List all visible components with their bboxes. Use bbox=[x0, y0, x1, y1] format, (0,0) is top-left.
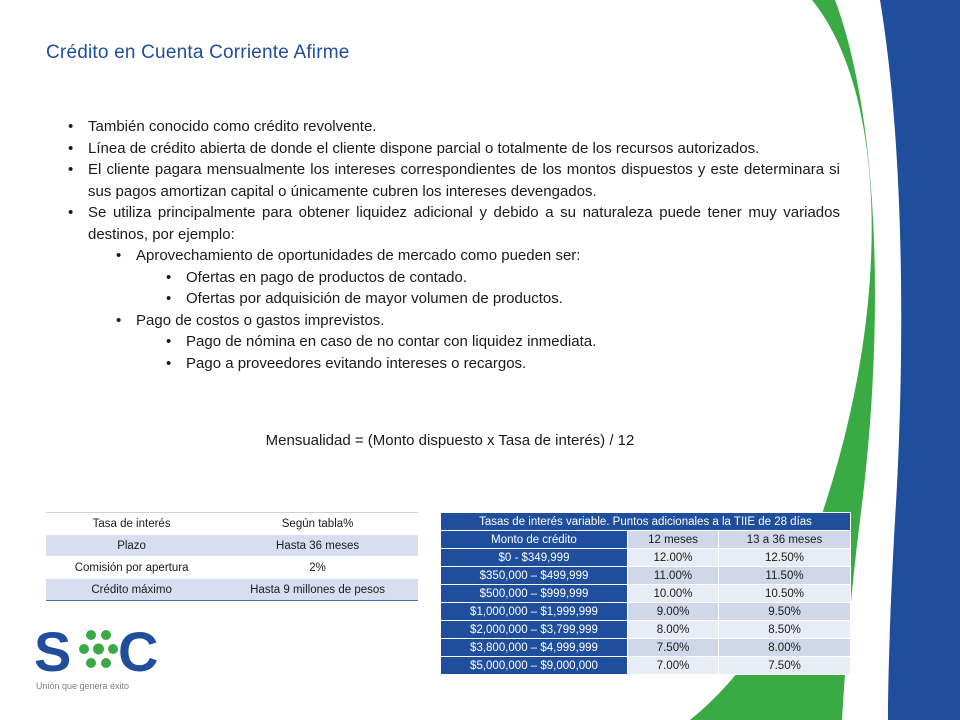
term-value: Según tabla% bbox=[217, 513, 418, 535]
amount-range: $3,800,000 – $4,999,999 bbox=[441, 639, 628, 657]
rate-13-36-months: 11.50% bbox=[719, 567, 851, 585]
column-header: Monto de crédito bbox=[441, 531, 628, 549]
term-label: Crédito máximo bbox=[46, 579, 217, 601]
soc-logo bbox=[34, 622, 164, 678]
table-title-row bbox=[441, 513, 851, 531]
payment-formula: Mensualidad = (Monto dispuesto x Tasa de interés) / 12 bbox=[265, 432, 635, 449]
bullet-item: • El cliente pagara mensualmente los intereses correspondientes de los montos dispuestos y este determinara si sus pagos amortizan capital o únicamente cubren los intereses devengados. bbox=[88, 159, 840, 202]
sub-sub-bullet-item: • Ofertas en pago de productos de contado. bbox=[186, 267, 786, 289]
amount-range: $2,000,000 – $3,799,999 bbox=[441, 621, 628, 639]
table-header-row bbox=[441, 531, 851, 549]
amount-range: $500,000 – $999,999 bbox=[441, 585, 628, 603]
table-row bbox=[441, 549, 851, 567]
term-label: Tasa de interés bbox=[46, 513, 217, 535]
rate-13-36-months: 10.50% bbox=[719, 585, 851, 603]
term-value: 2% bbox=[217, 557, 418, 579]
sub-bullet-item: • Pago de costos o gastos imprevistos. bbox=[136, 310, 676, 332]
amount-range: $350,000 – $499,999 bbox=[441, 567, 628, 585]
table-row bbox=[441, 621, 851, 639]
rate-12-months: 8.00% bbox=[628, 621, 719, 639]
term-value: Hasta 36 meses bbox=[217, 535, 418, 557]
amount-range: $5,000,000 – $9,000,000 bbox=[441, 657, 628, 675]
logo-tagline: Unión que genera éxito bbox=[36, 681, 130, 691]
sub-sub-bullet-item: • Pago de nómina en caso de no contar con liquidez inmediata. bbox=[186, 331, 786, 353]
column-header: 12 meses bbox=[628, 531, 719, 549]
rate-13-36-months: 8.50% bbox=[719, 621, 851, 639]
rate-13-36-months: 8.00% bbox=[719, 639, 851, 657]
column-header: 13 a 36 meses bbox=[719, 531, 851, 549]
table-row bbox=[441, 567, 851, 585]
bullet-item: • Se utiliza principalmente para obtener liquidez adicional y debido a su naturaleza puede tener muy variados destinos, por ejemplo: bbox=[88, 202, 840, 245]
rate-12-months: 7.00% bbox=[628, 657, 719, 675]
logo-letter-c: C bbox=[118, 622, 159, 678]
amount-range: $0 - $349,999 bbox=[441, 549, 628, 567]
rate-13-36-months: 9.50% bbox=[719, 603, 851, 621]
term-label: Plazo bbox=[46, 535, 217, 557]
table-row bbox=[46, 535, 418, 557]
bullet-item: • Línea de crédito abierta de donde el cliente dispone parcial o totalmente de los recursos autorizados. bbox=[88, 138, 840, 160]
amount-range: $1,000,000 – $1,999,999 bbox=[441, 603, 628, 621]
sub-sub-bullet-item: • Ofertas por adquisición de mayor volumen de productos. bbox=[186, 288, 786, 310]
bullet-item: • También conocido como crédito revolvente. bbox=[88, 116, 840, 138]
table-row bbox=[46, 579, 418, 601]
slide-title: Crédito en Cuenta Corriente Afirme bbox=[46, 42, 350, 63]
interest-rates-table bbox=[440, 512, 851, 675]
term-label: Comisión por apertura bbox=[46, 557, 217, 579]
rate-13-36-months: 7.50% bbox=[719, 657, 851, 675]
rate-13-36-months: 12.50% bbox=[719, 549, 851, 567]
rate-12-months: 9.00% bbox=[628, 603, 719, 621]
table-row bbox=[46, 557, 418, 579]
table-row bbox=[46, 513, 418, 535]
bullet-list bbox=[60, 116, 840, 374]
rate-12-months: 10.00% bbox=[628, 585, 719, 603]
table-row bbox=[441, 585, 851, 603]
rate-12-months: 11.00% bbox=[628, 567, 719, 585]
rate-12-months: 12.00% bbox=[628, 549, 719, 567]
credit-terms-table bbox=[46, 512, 418, 601]
sub-bullet-item: • Aprovechamiento de oportunidades de mercado como pueden ser: bbox=[136, 245, 676, 267]
table-row bbox=[441, 639, 851, 657]
term-value: Hasta 9 millones de pesos bbox=[217, 579, 418, 601]
logo-letter-s: S bbox=[34, 622, 72, 678]
table-row bbox=[441, 603, 851, 621]
rate-12-months: 7.50% bbox=[628, 639, 719, 657]
table-row bbox=[441, 657, 851, 675]
sub-sub-bullet-item: • Pago a proveedores evitando intereses o recargos. bbox=[186, 353, 786, 375]
logo-dots-icon bbox=[79, 630, 118, 668]
rates-table-title: Tasas de interés variable. Puntos adicionales a la TIIE de 28 días bbox=[441, 513, 851, 531]
